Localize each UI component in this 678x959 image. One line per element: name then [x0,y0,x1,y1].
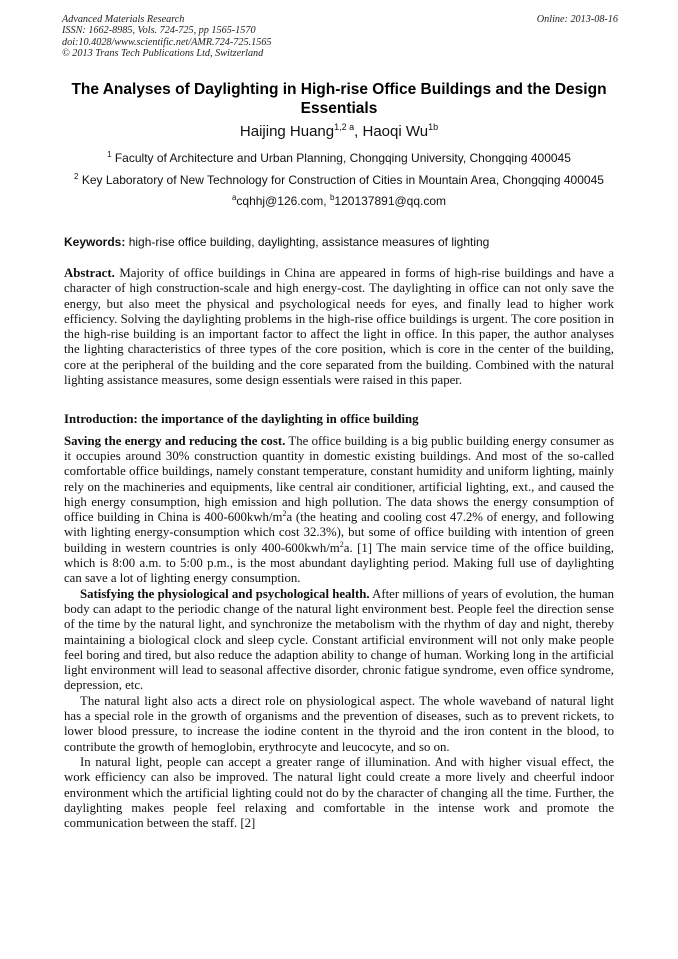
keywords-label: Keywords: [64,235,126,249]
section-heading: Introduction: the importance of the daylighting in office building [64,412,419,427]
body-paragraph [64,434,614,587]
issn-line: ISSN: 1662-8985, Vols. 724-725, pp 1565-1570 [62,25,256,37]
paper-body [64,266,614,831]
affil-mark: 1 [107,150,112,159]
email-mark: a [231,193,237,202]
author-line [40,123,638,141]
abstract-text: Majority of office buildings in China are appeared in forms of high-rise buildings and have a character of high construction-scale and high energy-cost. The daylighting in office can not only save the energy, but also meet the physical and psychological needs for eyes, and finally lead to higher work efficiency. Solving the daylighting problems in the high-rise office buildings is urgent. The core position in the high-rise building is an important factor to affect the light in office. In this paper, the author analyses the lighting characteristics of three types of the core position, which is core in the center of the building, core at the peripheral of the building and the core separated from the building. Combined with the natural lighting assistance measures, some design essentials were raised in this paper. [64,266,614,388]
keywords [64,235,616,250]
paragraph-text: a (the heating and cooling cost 47.2% of energy, and following with lighting energy-consumption which cost 32.3%), but some of office building with intention of green building in western countries is only 400-600kwh/m [64,510,614,555]
body-paragraph: In natural light, people can accept a greater range of illumination. And with higher visual effect, the work efficiency can also be improved. The natural light could create a more lively and cheerful indoor environment which the artificial lighting could not do by the character of changing all the time. Further, the daylighting makes people feel relaxing and comfortable in the intense work and promote the communication between the staff. [2] [64,754,614,831]
affiliation-2 [40,173,638,188]
author-affil-mark: 1,2 a [334,122,355,132]
email-text: cqhhj@126.com, [236,194,330,208]
affil-text: Key Laboratory of New Technology for Construction of Cities in Mountain Area, Chongqing 400045 [78,173,604,187]
paragraph-text: The office building is a big public building energy consumer as it occupies around 30% construction quantity in domestic existing buildings. And most of the so-called comfortable office buildings, namely constant temperature, constant humidity and uniform lighting, mainly rely on the machineries and equipments, like central air conditioner, artificial lighting, ext., and caused the high energy consumption, high emission and high pollution. The data shows the energy consumption of office building in China is 400-600kwh/m [64,433,615,525]
email-mark: b [329,193,335,202]
author-name: Haijing Huang [239,123,335,140]
author-separator: , [354,123,363,140]
online-date: Online: 2013-08-16 [536,14,618,25]
superscript: 2 [339,539,344,549]
paper-title: The Analyses of Daylighting in High-rise Office Buildings and the Design Essentials [71,81,607,117]
email-text: 120137891@qq.com [334,194,447,208]
author-affil-mark: 1b [428,122,439,132]
author-name: Haoqi Wu [362,123,429,140]
journal-name: Advanced Materials Research [62,14,185,25]
abstract-label: Abstract. [64,266,115,280]
affil-mark: 2 [74,172,79,181]
journal-header [62,14,618,59]
copyright-line: © 2013 Trans Tech Publications Ltd, Switzerland [62,47,264,59]
doi-line: doi:10.4028/www.scientific.net/AMR.724-725.1565 [62,36,272,48]
paragraph-text: a. [1] The main service time of the office building, which is 8:00 a.m. to 5:00 p.m., is the most abundant daylighting period. Making full use of daylighting can save a lot of lighting energy consumption. [64,540,614,586]
affil-text: Faculty of Architecture and Urban Planning, Chongqing University, Chongqing 400045 [111,151,571,165]
paragraph-text: After millions of years of evolution, the human body can adapt to the periodic change of the natural light environment best. People feel the direction sense of the time by the natural light, and synchronize the metabolism with the rhythm of day and night, thereby maintaining a biological clock and sleep cycle. Constant artificial environment will not only make people feel boring and tired, but also reduce the adaption ability to change of human. Working long in the artificial light environment will lead to seasonal affective disorder, chronic fatigue syndrome, even office syndrome, depression, etc. [64,586,614,693]
superscript: 2 [282,509,287,519]
paragraph-lead: Saving the energy and reducing the cost. [64,433,286,448]
body-paragraph: The natural light also acts a direct role on physiological aspect. The whole waveband of natural light has a special role in the growth of organisms and the prevention of diseases, such as to prevent rickets, to lower blood pressure, to increase the iodine content in the thyroid and the iron content in the blood, to contribute the growth of hemoglobin, erythrocyte and leucocyte, and so on. [64,693,614,754]
keywords-text: high-rise office building, daylighting, assistance measures of lighting [125,235,490,249]
author-emails [40,194,638,209]
affiliation-1 [40,151,638,166]
abstract-paragraph [64,266,614,388]
paragraph-lead: Satisfying the physiological and psychological health. [80,586,370,601]
body-paragraph [64,587,614,694]
